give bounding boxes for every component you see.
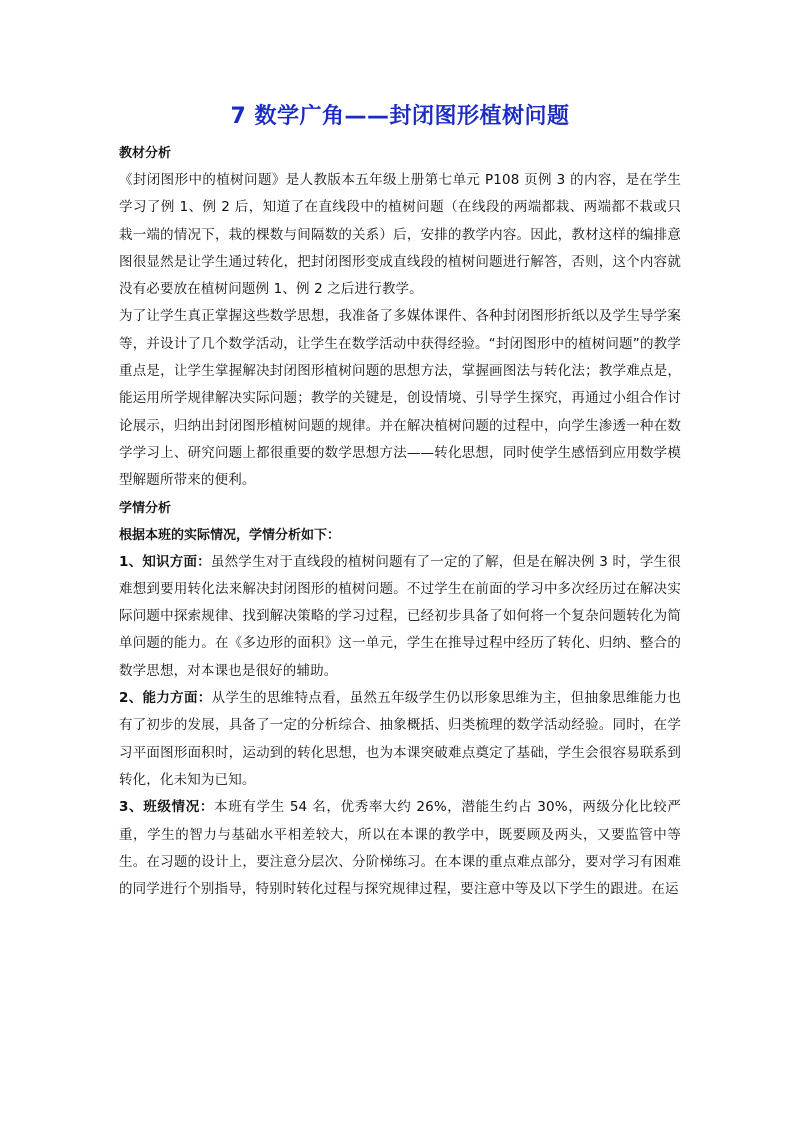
list-item-lead: 3、班级情况：	[119, 799, 215, 816]
paragraph-material-2: 为了让学生真正掌握这些数学思想，我准备了多媒体课件、各种封闭图形折纸以及学生导学案等，并设计了几个数学活动，让学生在数学活动中获得经验。“封闭图形中的植树问题”的教学重点是，让学生掌握解决封闭图形植树问题的思想方法，掌握画图法与转化法；教学难点是，能运用所学规律解决实际问题；教学的关键是，创设情境、引导学生探究，再通过小组合作讨论展示，归纳出封闭图形植树问题的规律。并在解决植树问题的过程中，向学生渗透一种在数学学习上、研究问题上都很重要的数学思想方法——转化思想，同时使学生感悟到应用数学模型解题所带来的便利。	[119, 308, 681, 489]
list-item-text: 本班有学生 54 名，优秀率大约 26%，潜能生约占 30%，两级分化比较严重，学生的智力与基础水平相差较大，所以在本课的教学中，既要顾及两头，又要监管中等生。在习题的设计上，要注意分层次、分阶梯练习。在本课的重点难点部分，要对学习有困难的同学进行个别指导，特别时转化过程与探究规律过程，要注意中等及以下学生的跟进。在运	[119, 799, 681, 898]
student-analysis-intro: 根据本班的实际情况，学情分析如下：	[119, 527, 341, 543]
list-item-knowledge	[119, 549, 681, 685]
list-item-text: 虽然学生对于直线段的植树问题有了一定的了解，但是在解决例 3 时，学生很难想到要用转化法来解决封闭图形的植树问题。不过学生在前面的学习中多次经历过在解决实际问题中探索规律、找到解决策略的学习过程，已经初步具备了如何将一个复杂问题转化为简单问题的能力。在《多边形的面积》这一单元，学生在推导过程中经历了转化、归纳、整合的数学思想，对本课也是很好的辅助。	[119, 553, 681, 679]
section-heading-student-analysis: 学情分析	[119, 500, 172, 516]
paragraph-material-1: 《封闭图形中的植树问题》是人教版本五年级上册第七单元 P108 页例 3 的内容，是在学生学习了例 1、例 2 后，知道了在直线段中的植树问题（在线段的两端都栽、两端都不栽或只栽一端的情况下，栽的棵数与间隔数的关系）后，安排的教学内容。因此，教材这样的编排意图很显然是让学生通过转化，把封闭图形变成直线段的植树问题进行解答，否则，这个内容就没有必要放在植树问题例 1、例 2 之后进行教学。	[119, 172, 681, 298]
document-page	[119, 100, 681, 903]
list-item-class-situation	[119, 794, 681, 903]
section-heading-material-analysis: 教材分析	[119, 146, 172, 161]
list-item-text: 从学生的思维特点看，虽然五年级学生仍以形象思维为主，但抽象思维能力也有了初步的发展，具备了一定的分析综合、抽象概括、归类梳理的数学活动经验。同时，在学习平面图形面积时，运动到的转化思想，也为本课突破难点奠定了基础，学生会很容易联系到转化，化未知为已知。	[119, 690, 681, 788]
list-item-ability	[119, 685, 681, 794]
page-title: 7 数学广角——封闭图形植树问题	[230, 104, 570, 129]
list-item-lead: 1、知识方面：	[119, 553, 211, 570]
list-item-lead: 2、能力方面：	[119, 690, 212, 707]
